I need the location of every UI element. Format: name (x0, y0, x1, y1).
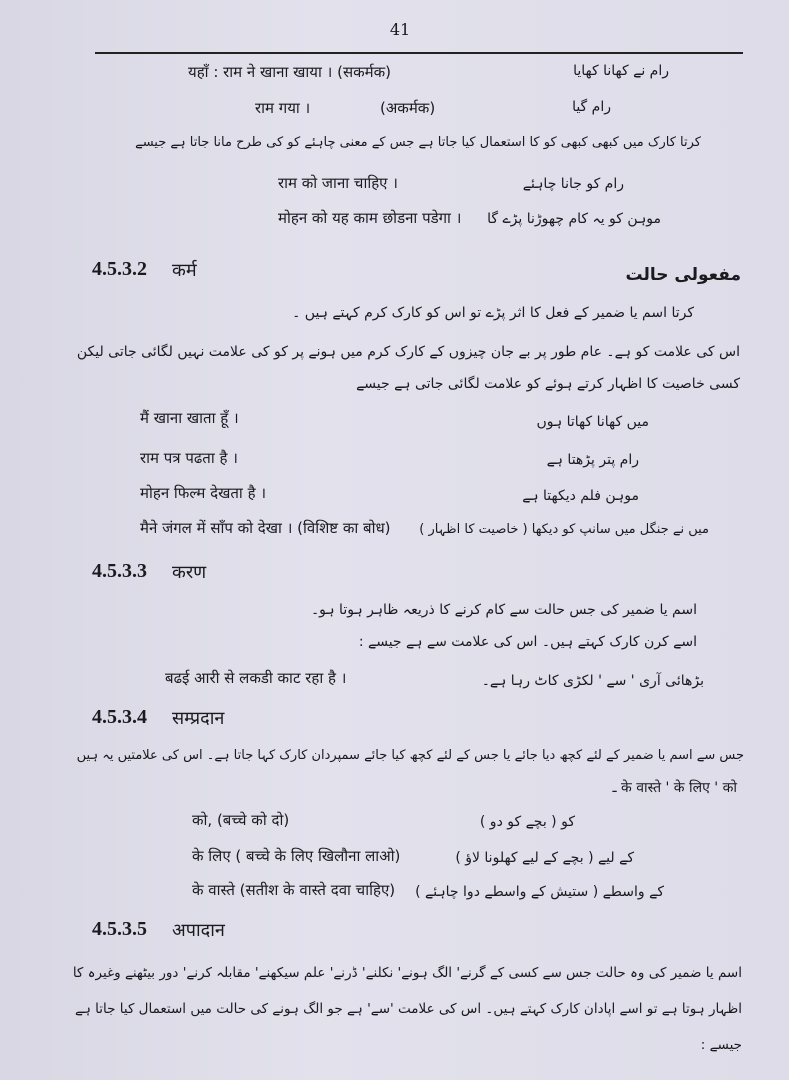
intro-hindi-5: मोहन को यह काम छोडना पडेगा । (278, 209, 462, 227)
karm-example-2-urdu: رام پتر پڑھتا ہے (546, 452, 639, 468)
sampradan-example-2-hindi: के लिए ( बच्चे के लिए खिलौना लाओ) (192, 847, 401, 865)
intro-hindi-2b: (अकर्मक) (380, 99, 436, 117)
sampradan-example-3-urdu: کے واسطے ( ستیش کے واسطے دوا چاہئے ) (415, 884, 664, 900)
apadan-paragraph: اسم یا ضمیر کی وہ حالت جس سے کسی کے گرنے' الگ ہونے' نکلنے' ڈرنے' علم سیکھنے' مقابلہ کرنے' دور بیٹھنے وغیرہ کا اظہار ہوتا ہے تو اسے اپادان کارک کہتے ہیں۔ اس کی علامت 'سے' ہے جو الگ ہونے کی حالت میں استعمال کیا جاتا ہے جیسے : (72, 965, 742, 1053)
header-rule (95, 52, 743, 54)
sampradan-markers: ـ के वास्ते ' के लिए ' को (612, 780, 737, 796)
section-title-sampradan: सम्प्रदान (172, 708, 225, 729)
intro-urdu-1: رام نے کھانا کھایا (573, 63, 669, 79)
section-title-karan: करण (172, 562, 207, 583)
intro-urdu-3: کرتا کارک میں کبھی کبھی کو کا استعمال کیا جاتا ہے جس کے معنی چاہئے کو کی طرح مانا جاتا ہے جیسے (135, 135, 701, 150)
sampradan-example-2-urdu: کے لیے ( بچے کے لیے کھلونا لاؤ ) (455, 850, 634, 866)
karm-example-3-urdu: موہن فلم دیکھتا ہے (522, 488, 639, 504)
page-number: 41 (389, 20, 411, 39)
sampradan-example-1-hindi: को, (बच्चे को दो) (192, 811, 290, 829)
sampradan-example-1-urdu: کو ( بچے کو دو ) (479, 814, 575, 830)
intro-hindi-1: यहाँ : राम ने खाना खाया । (सकर्मक) (188, 63, 391, 81)
karan-example-hindi: बढई आरी से लकडी काट रहा है । (165, 669, 347, 687)
section-title-karm: कर्म (172, 260, 197, 281)
karm-definition: کرتا اسم یا ضمیر کے فعل کا اثر پڑے تو اس کو کارک کرم کہتے ہیں ۔ (292, 305, 694, 321)
section-number-karm: 4.5.3.2 (92, 258, 147, 280)
intro-urdu-4: رام کو جانا چاہئے (522, 176, 624, 192)
section-urdu-title-karm: مفعولی حالت (625, 265, 741, 285)
karm-example-4-hindi: मैने जंगल में साँप को देखा । (विशिष्ट का बोध) (140, 519, 391, 537)
sampradan-example-3-hindi: के वास्ते (सतीश के वास्ते दवा चाहिए) (192, 881, 396, 899)
karan-line-1: اسم یا ضمیر کی جس حالت سے کام کرنے کا ذریعہ ظاہر ہوتا ہو۔ (310, 602, 697, 618)
section-number-sampradan: 4.5.3.4 (92, 706, 147, 728)
intro-urdu-2: رام گیا (572, 99, 611, 115)
section-number-apadan: 4.5.3.5 (92, 918, 147, 940)
intro-hindi-2a: राम गया । (255, 99, 311, 117)
karm-example-4-urdu: میں نے جنگل میں سانپ کو دیکھا ( خاصیت کا اظہار ) (419, 522, 709, 537)
karm-paragraph: اس کی علامت کو ہے۔ عام طور پر بے جان چیزوں کے کارک کرم میں ہونے پر کو کی علامت نہیں لگائی جاتی لیکن کسی خاصیت کا اظہار کرتے ہوئے کو علامت لگائی جاتی ہے جیسے (76, 344, 740, 392)
karan-example-urdu: بڑھائی آری ' سے ' لکڑی کاٹ رہا ہے۔ (481, 673, 704, 689)
intro-urdu-5: موہن کو یہ کام چھوڑنا پڑے گا (487, 211, 661, 227)
section-title-apadan: अपादान (172, 920, 225, 941)
karm-example-1-hindi: मैं खाना खाता हूँ । (140, 409, 239, 427)
karm-example-1-urdu: میں کھانا کھاتا ہوں (536, 414, 649, 430)
intro-hindi-4: राम को जाना चाहिए । (278, 174, 398, 192)
karm-example-3-hindi: मोहन फिल्म देखता है । (140, 484, 267, 502)
sampradan-paragraph: جس سے اسم یا ضمیر کے لئے کچھ دیا جائے یا جس کے لئے کچھ کیا جائے سمپردان کارک کہا جاتا ہے۔ اس کی علامتیں یہ ہیں (76, 748, 744, 763)
section-number-karan: 4.5.3.3 (92, 560, 147, 582)
karan-line-2: اسے کرن کارک کہتے ہیں۔ اس کی علامت سے ہے جیسے : (358, 634, 697, 650)
karm-example-2-hindi: राम पत्र पढता है । (140, 449, 238, 467)
